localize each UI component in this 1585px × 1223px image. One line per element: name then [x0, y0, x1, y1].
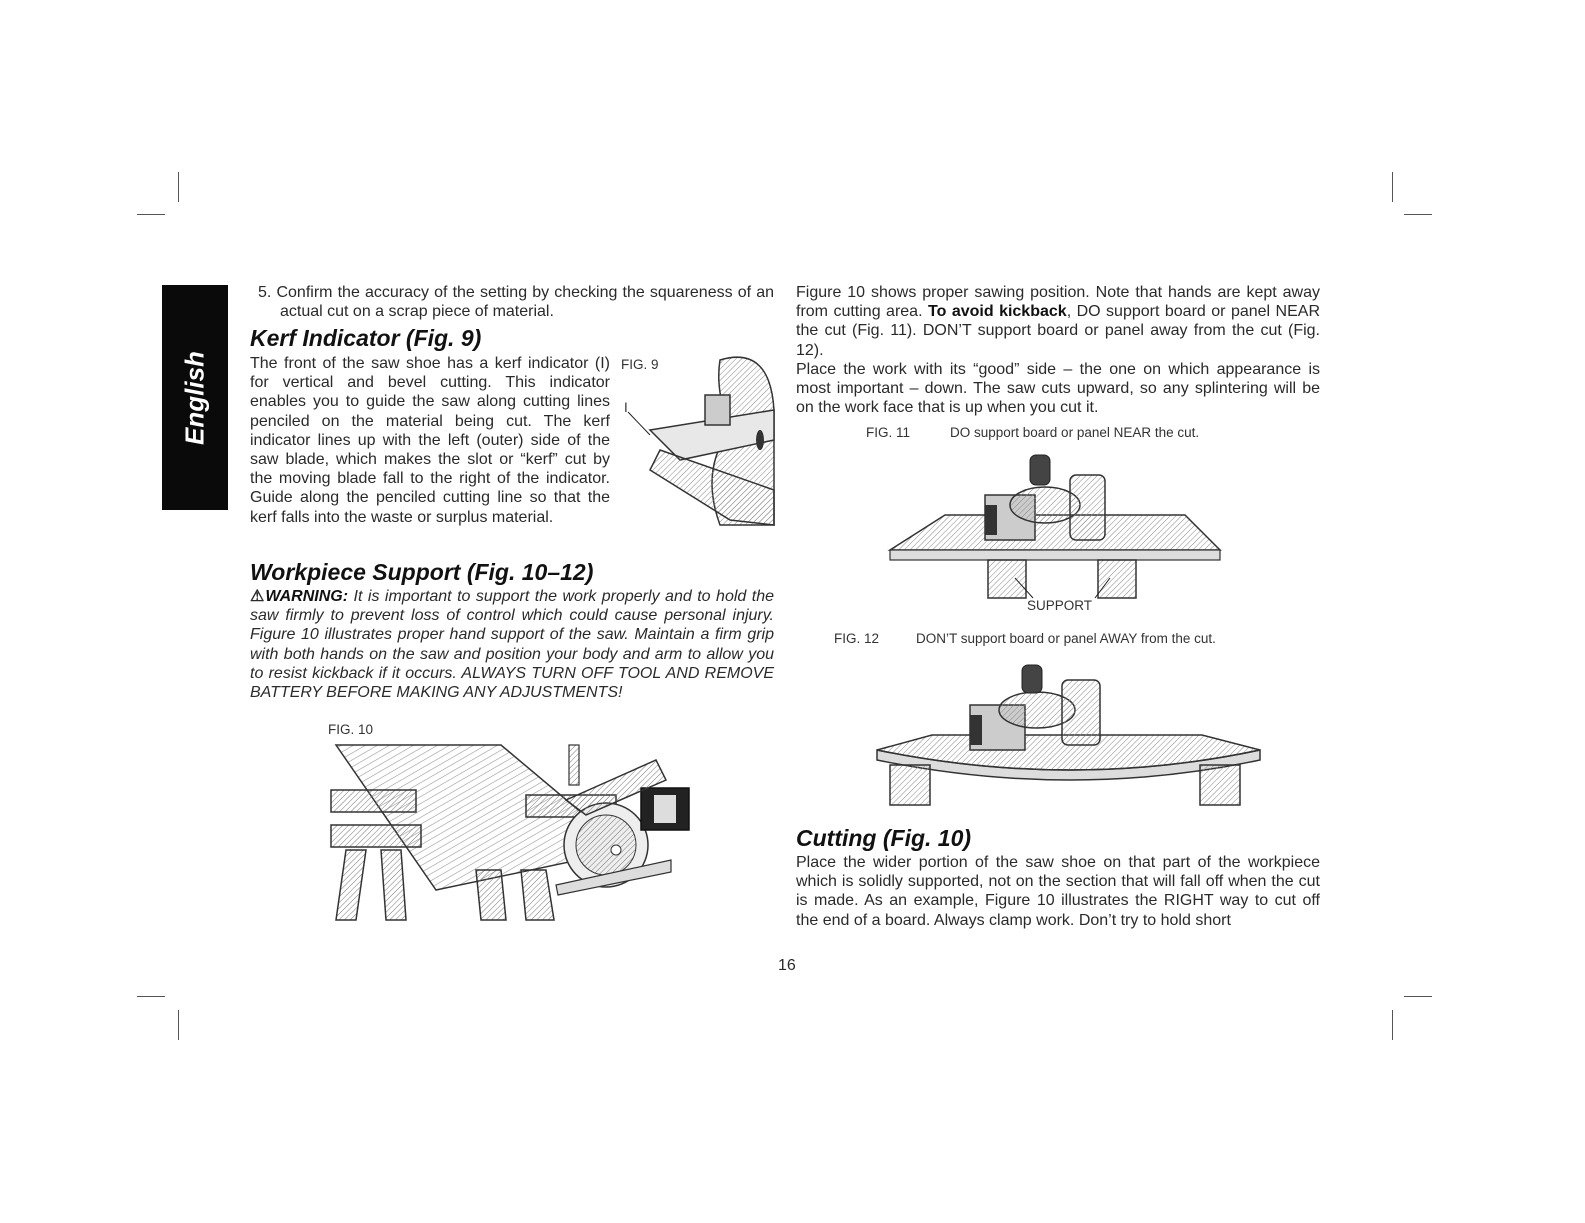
warning-label: WARNING: [265, 588, 349, 605]
language-tab [162, 285, 228, 510]
fig12-label: FIG. 12 [834, 631, 880, 646]
step-5 [258, 283, 774, 321]
right-intro [796, 283, 1320, 417]
good-side-paragraph: Place the work with its “good” side – the one on which appearance is most important – down. The saw cuts upward, so any splintering will be on the work face that is up when you cut it. [796, 360, 1320, 417]
cutting-heading: Cutting (Fig. 10) [796, 825, 972, 851]
crop-mark [1392, 172, 1393, 202]
page-number: 16 [778, 957, 796, 974]
fig12-illustration [872, 660, 1264, 810]
fig11-support-label: SUPPORT [1027, 598, 1093, 613]
kerf-heading: Kerf Indicator (Fig. 9) [250, 325, 482, 351]
crop-mark [137, 996, 165, 997]
fig11-caption: DO support board or panel NEAR the cut. [950, 425, 1200, 440]
intro-text-a: Figure 10 shows proper sawing position. Note that hands are kept away from cutting area. [796, 284, 1320, 321]
fig9-illustration [620, 350, 776, 530]
support-heading: Workpiece Support (Fig. 10–12) [250, 559, 594, 585]
cutting-text: Place the wider portion of the saw shoe on that part of the workpiece which is solidly supported, not on the section that will fall off when the cut is made. As an example, Figure 10 illustrates the RIGHT way to cut off the end of a board. Always clamp work. Don’t try to hold short [796, 854, 1320, 929]
fig9-callout: I [624, 400, 628, 415]
warning-text: It is important to support the work properly and to hold the saw firmly to prevent loss of control which could cause personal injury. Figure 10 illustrates proper hand support of the saw. Maintain a firm grip with both hands on the saw and position your body and arm to allow you to resist kickback if it occurs. ALWAYS TURN OFF TOOL AND REMOVE BATTERY BEFORE MAKING ANY ADJUSTMENTS! [250, 588, 775, 702]
fig12-caption: DON’T support board or panel AWAY from the cut. [916, 631, 1216, 646]
crop-mark [178, 172, 179, 202]
warning-paragraph [250, 587, 774, 702]
support-section [250, 558, 774, 702]
crop-mark [1404, 214, 1432, 215]
fig10-illustration [326, 740, 702, 922]
crop-mark [1404, 996, 1432, 997]
crop-mark [137, 214, 165, 215]
intro-paragraph [796, 283, 1320, 360]
fig9-label: FIG. 9 [621, 357, 659, 372]
fig10-label: FIG. 10 [328, 722, 374, 737]
intro-text-b: , DO support board or panel NEAR the cut (Fig. 11). DON’T support board or panel away from the cut (Fig. 12). [796, 303, 1321, 359]
kerf-section [250, 324, 610, 527]
cutting-section [796, 824, 1320, 930]
crop-mark [178, 1010, 179, 1040]
crop-mark [1392, 1010, 1393, 1040]
fig11-label: FIG. 11 [866, 425, 911, 440]
fig11-illustration [885, 450, 1225, 620]
warning-icon: ⚠ [250, 588, 266, 605]
step-5-text: 5. Confirm the accuracy of the setting by checking the squareness of an actual cut on a scrap piece of material. [258, 284, 774, 321]
language-tab-label: English [179, 350, 210, 445]
kerf-text: The front of the saw shoe has a kerf indicator (I) for vertical and bevel cutting. This indicator enables you to guide the saw along cutting lines penciled on the material being cut. The kerf indicator lines up with the left (outer) side of the saw blade, which makes the slot or “kerf” cut by the moving blade fall to the right of the indicator. Guide along the penciled cutting line so that the kerf falls into the waste or surplus material. [250, 355, 610, 526]
intro-bold: To avoid kickback [928, 303, 1067, 321]
